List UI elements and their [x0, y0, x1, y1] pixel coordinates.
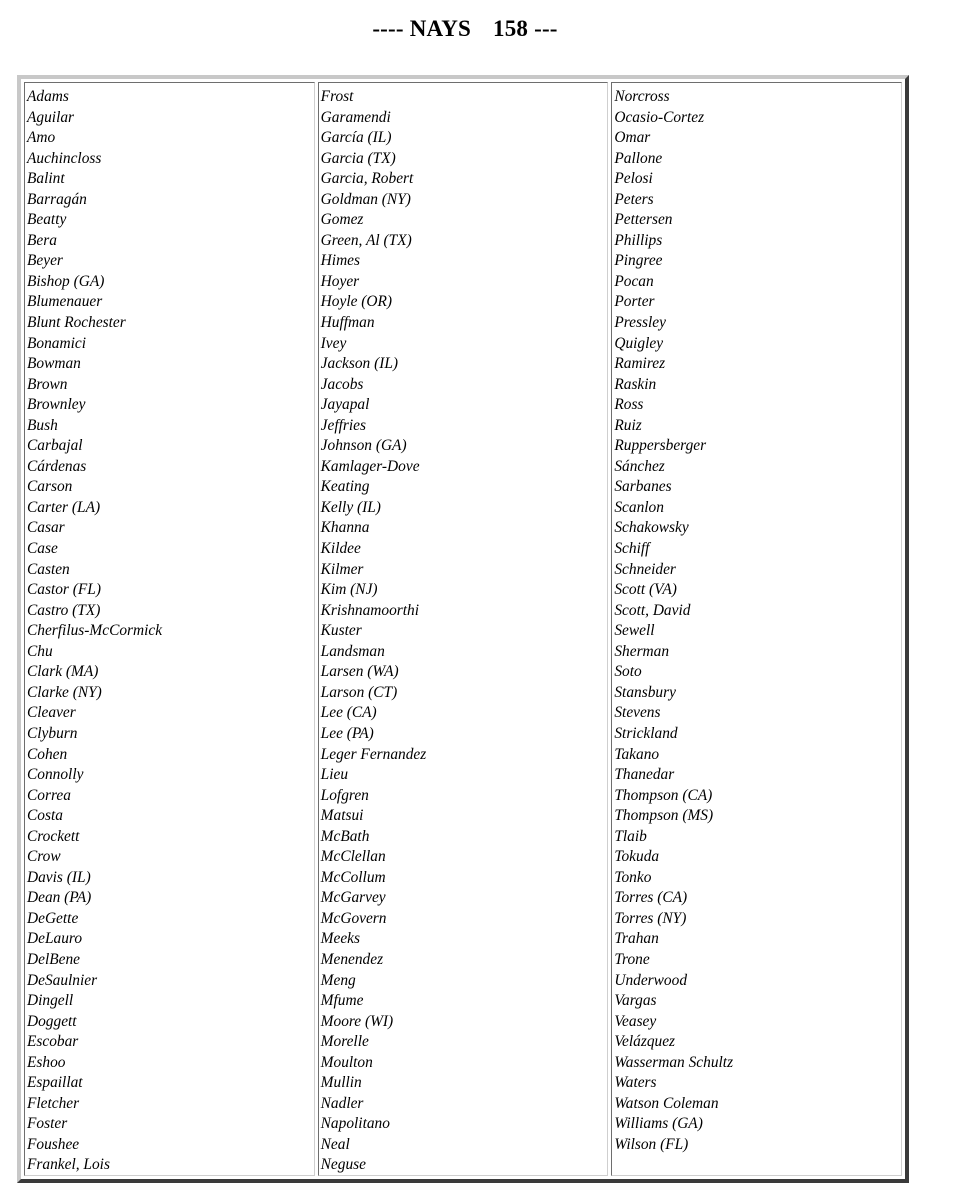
member-name: Crockett: [27, 827, 80, 845]
member-name: Schiff: [614, 540, 650, 558]
member-name: Chu: [27, 642, 53, 660]
member-name: Ivey: [320, 334, 347, 352]
member-name: Pelosi: [614, 170, 653, 188]
member-name: Trahan: [614, 930, 659, 948]
member-name: Ruppersberger: [614, 437, 707, 455]
member-name: Johnson (GA): [320, 437, 407, 455]
member-name: Castor (FL): [27, 581, 101, 599]
member-name: Larson (CT): [320, 683, 398, 701]
member-name: Trone: [614, 950, 650, 968]
member-name: Hoyer: [320, 272, 360, 290]
member-name: Balint: [27, 170, 65, 188]
member-name: Lee (CA): [320, 704, 377, 722]
member-name: Frankel, Lois: [27, 1156, 110, 1174]
member-name: Amo: [27, 129, 56, 147]
member-name: Neguse: [320, 1156, 366, 1174]
member-name: Quigley: [614, 334, 664, 352]
member-name: Auchincloss: [27, 149, 102, 167]
member-name: Lee (PA): [320, 724, 374, 742]
member-name: Clark (MA): [27, 663, 99, 681]
member-name: Wasserman Schultz: [614, 1053, 734, 1071]
member-name: Frost: [320, 88, 354, 105]
member-name: Correa: [27, 786, 71, 804]
member-name: Castro (TX): [27, 601, 101, 619]
member-name: Strickland: [614, 724, 678, 742]
member-name: DeGette: [27, 909, 79, 927]
member-name: Bera: [27, 231, 57, 249]
member-name: Waters: [614, 1074, 657, 1092]
member-name: Napolitano: [320, 1115, 390, 1133]
member-name: Ramirez: [614, 355, 666, 373]
member-name: DelBene: [27, 950, 80, 968]
member-name: Pressley: [614, 314, 666, 332]
member-name: Neal: [320, 1135, 350, 1153]
member-name: Garcia, Robert: [320, 170, 414, 188]
member-name: Carter (LA): [27, 498, 101, 516]
member-name: Jackson (IL): [320, 355, 399, 373]
member-name: Goldman (NY): [320, 190, 411, 208]
member-name: Vargas: [614, 992, 657, 1010]
member-name: Thompson (CA): [614, 786, 713, 804]
member-name: Tlaib: [614, 827, 647, 845]
member-name: Meng: [320, 971, 356, 989]
member-name: Sánchez: [614, 457, 665, 475]
member-name: Garamendi: [320, 108, 391, 126]
member-name: Kildee: [320, 540, 361, 558]
member-name: Mullin: [320, 1074, 362, 1092]
member-name: Jeffries: [320, 416, 366, 434]
member-name: Porter: [614, 293, 655, 311]
member-name: Thompson (MS): [614, 807, 714, 825]
member-name: DeLauro: [27, 930, 83, 948]
member-name: Leger Fernandez: [320, 745, 427, 763]
member-name: Green, Al (TX): [320, 231, 412, 249]
member-name: Khanna: [320, 519, 370, 537]
member-name: Eshoo: [27, 1053, 66, 1071]
nays-count: 158: [493, 16, 529, 41]
member-name: Pocan: [614, 272, 654, 290]
member-name: Fletcher: [27, 1094, 80, 1112]
member-name: Peters: [614, 190, 654, 208]
member-name: Torres (CA): [614, 889, 688, 907]
member-name: Kilmer: [320, 560, 364, 578]
member-name: Blunt Rochester: [27, 314, 126, 332]
member-name: Hoyle (OR): [320, 293, 393, 311]
member-name: Scott (VA): [614, 581, 677, 599]
member-name: Cleaver: [27, 704, 76, 722]
member-name: Ruiz: [614, 416, 642, 434]
member-name: Adams: [27, 88, 69, 105]
member-name: Lieu: [320, 766, 349, 784]
member-name: Pettersen: [614, 211, 673, 229]
member-name: Stevens: [614, 704, 661, 722]
member-name: McBath: [320, 827, 370, 845]
member-name: Thanedar: [614, 766, 675, 784]
member-name: García (IL): [320, 129, 392, 147]
member-name: Blumenauer: [27, 293, 103, 311]
member-name: Tokuda: [614, 848, 660, 866]
member-name: Moulton: [320, 1053, 373, 1071]
member-name: Cárdenas: [27, 457, 87, 475]
member-name: Bush: [27, 416, 58, 434]
member-name: Ross: [614, 396, 644, 414]
member-name: Lofgren: [320, 786, 369, 804]
member-name: Pingree: [614, 252, 663, 270]
member-name: Kuster: [320, 622, 362, 640]
member-name: Schakowsky: [614, 519, 689, 537]
member-name: Connolly: [27, 766, 84, 784]
member-name: Dingell: [27, 992, 74, 1010]
member-name: Cherfilus-McCormick: [27, 622, 163, 640]
member-name: Krishnamoorthi: [320, 601, 420, 619]
member-name: Garcia (TX): [320, 149, 396, 167]
member-name: McGarvey: [320, 889, 386, 907]
member-name: Velázquez: [614, 1033, 676, 1051]
member-name: Davis (IL): [27, 868, 91, 886]
member-name: Schneider: [614, 560, 676, 578]
page-title: [0, 16, 930, 42]
title-suffix: ---: [534, 16, 558, 41]
member-name: Kamlager-Dove: [320, 457, 420, 475]
member-name: Brownley: [27, 396, 86, 414]
member-name: Ocasio-Cortez: [614, 108, 705, 126]
member-name: Himes: [320, 252, 360, 270]
member-name: Carbajal: [27, 437, 83, 455]
member-name: Williams (GA): [614, 1115, 703, 1133]
member-name: Veasey: [614, 1012, 657, 1030]
member-name: Phillips: [614, 231, 663, 249]
member-name: Cohen: [27, 745, 68, 763]
member-name: Keating: [320, 478, 370, 496]
member-name: Kelly (IL): [320, 498, 381, 516]
member-name: Beyer: [27, 252, 63, 270]
member-name: Torres (NY): [614, 909, 687, 927]
member-name: Barragán: [27, 190, 87, 208]
member-name: Stansbury: [614, 683, 676, 701]
member-name: McGovern: [320, 909, 387, 927]
member-name: Sherman: [614, 642, 670, 660]
member-name: Clyburn: [27, 724, 78, 742]
member-name: Costa: [27, 807, 63, 825]
member-name: Escobar: [27, 1033, 79, 1051]
member-name: Casten: [27, 560, 70, 578]
name-column-1: [24, 82, 315, 1176]
member-name: Moore (WI): [320, 1012, 394, 1030]
member-name: Omar: [614, 129, 651, 147]
member-name: Larsen (WA): [320, 663, 399, 681]
member-name: Clarke (NY): [27, 683, 102, 701]
member-name: Crow: [27, 848, 61, 866]
member-name: Pallone: [614, 149, 663, 167]
member-name: Jayapal: [320, 396, 370, 414]
member-name: Doggett: [27, 1012, 77, 1030]
member-name: Sewell: [614, 622, 655, 640]
member-name: Underwood: [614, 971, 688, 989]
nays-table: [17, 75, 909, 1183]
member-name: Foster: [27, 1115, 68, 1133]
member-name: Bowman: [27, 355, 81, 373]
member-name: Matsui: [320, 807, 364, 825]
member-name: Nadler: [320, 1094, 364, 1112]
member-name: Kim (NJ): [320, 581, 378, 599]
member-name: Scanlon: [614, 498, 664, 516]
member-name: Case: [27, 540, 58, 558]
member-name: Scott, David: [614, 601, 691, 619]
member-name: Foushee: [27, 1135, 80, 1153]
name-column-2: [318, 82, 609, 1176]
member-name: Beatty: [27, 211, 67, 229]
member-name: Sarbanes: [614, 478, 672, 496]
member-name: Landsman: [320, 642, 385, 660]
name-column-3: [611, 82, 902, 1176]
member-name: Gomez: [320, 211, 364, 229]
member-name: Morelle: [320, 1033, 369, 1051]
member-name: Norcross: [614, 88, 670, 105]
title-prefix: ---- NAYS: [372, 16, 472, 41]
member-name: Jacobs: [320, 375, 364, 393]
member-name: Bishop (GA): [27, 272, 105, 290]
member-name: McCollum: [320, 868, 386, 886]
member-name: Wilson (FL): [614, 1135, 689, 1153]
member-name: Tonko: [614, 868, 652, 886]
member-name: Carson: [27, 478, 73, 496]
member-name: Meeks: [320, 930, 360, 948]
member-name: McClellan: [320, 848, 386, 866]
member-name: Bonamici: [27, 334, 86, 352]
member-name: Raskin: [614, 375, 657, 393]
member-name: Takano: [614, 745, 660, 763]
member-name: Menendez: [320, 950, 384, 968]
member-name: Espaillat: [27, 1074, 83, 1092]
member-name: Soto: [614, 663, 642, 681]
member-name: Watson Coleman: [614, 1094, 719, 1112]
member-name: Brown: [27, 375, 68, 393]
member-name: Mfume: [320, 992, 364, 1010]
member-name: Dean (PA): [27, 889, 92, 907]
member-name: DeSaulnier: [27, 971, 98, 989]
member-name: Huffman: [320, 314, 375, 332]
member-name: Aguilar: [27, 108, 75, 126]
member-name: Casar: [27, 519, 65, 537]
